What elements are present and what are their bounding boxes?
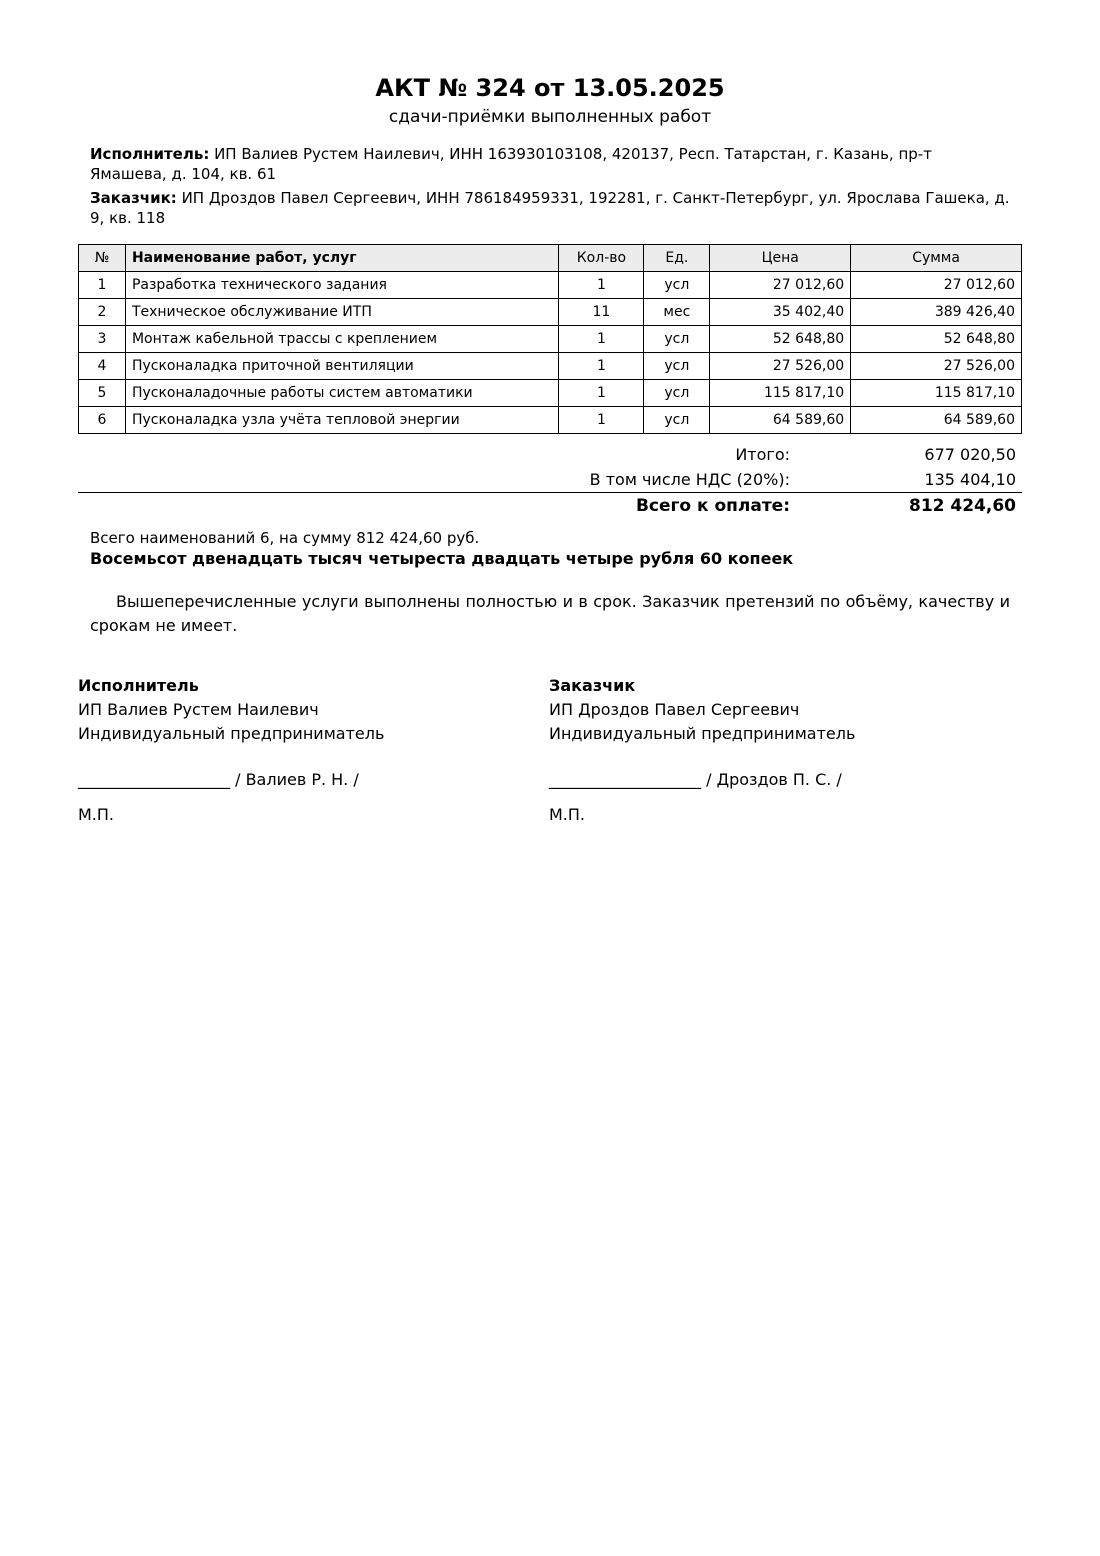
customer-sign-line: ___________________ / Дроздов П. С. /: [549, 770, 842, 789]
cell-name: Техническое обслуживание ИТП: [125, 299, 558, 326]
cell-number: 6: [79, 407, 126, 434]
cell-unit: усл: [644, 380, 710, 407]
cell-sum: 52 648,80: [851, 326, 1022, 353]
col-header-unit: Ед.: [644, 245, 710, 272]
signatures-block: [78, 674, 1022, 827]
customer-sign-role: Индивидуальный предприниматель: [549, 724, 856, 743]
customer-details: [90, 188, 1010, 228]
table-header-row: [79, 245, 1022, 272]
table-row: [79, 353, 1022, 380]
grand-total-row: [78, 492, 1022, 519]
customer-sign-name: ИП Дроздов Павел Сергеевич: [549, 700, 800, 719]
subtotal-label: Итого:: [735, 445, 790, 464]
cell-qty: 1: [559, 353, 644, 380]
items-count-line: Всего наименований 6, на сумму 812 424,60 руб.: [90, 529, 480, 547]
cell-name: Пусконаладка узла учёта тепловой энергии: [125, 407, 558, 434]
executor-sign-role: Индивидуальный предприниматель: [78, 724, 385, 743]
col-header-price: Цена: [710, 245, 851, 272]
col-header-sum: Сумма: [851, 245, 1022, 272]
totals-block: [78, 442, 1022, 519]
parties-block: [90, 144, 1010, 228]
vat-label: В том числе НДС (20%):: [589, 470, 790, 489]
grand-total-label: Всего к оплате:: [635, 496, 790, 516]
executor-details: [90, 144, 1010, 184]
customer-stamp-place: М.П.: [549, 805, 586, 824]
executor-stamp-place: М.П.: [78, 805, 115, 824]
cell-sum: 27 526,00: [851, 353, 1022, 380]
table-row: [79, 326, 1022, 353]
cell-price: 52 648,80: [710, 326, 851, 353]
col-header-qty: Кол-во: [559, 245, 644, 272]
cell-qty: 1: [559, 272, 644, 299]
executor-sign-name: ИП Валиев Рустем Наилевич: [78, 700, 319, 719]
cell-unit: мес: [644, 299, 710, 326]
cell-price: 64 589,60: [710, 407, 851, 434]
cell-price: 27 526,00: [710, 353, 851, 380]
cell-number: 2: [79, 299, 126, 326]
table-row: [79, 299, 1022, 326]
cell-price: 27 012,60: [710, 272, 851, 299]
executor-text: ИП Валиев Рустем Наилевич, ИНН 163930103108, 420137, Респ. Татарстан, г. Казань, пр-т Ямашева, д. 104, кв. 61: [90, 145, 932, 183]
table-row: [79, 380, 1022, 407]
executor-sign-head: Исполнитель: [78, 676, 199, 695]
cell-unit: усл: [644, 353, 710, 380]
amount-in-words: Восемьсот двенадцать тысяч четыреста двадцать четыре рубля 60 копеек: [90, 549, 794, 568]
cell-name: Пусконаладочные работы систем автоматики: [125, 380, 558, 407]
customer-label: Заказчик:: [90, 189, 177, 207]
grand-total-value: 812 424,60: [908, 496, 1016, 516]
document-subtitle: сдачи-приёмки выполненных работ: [388, 107, 712, 127]
cell-qty: 1: [559, 326, 644, 353]
cell-number: 3: [79, 326, 126, 353]
customer-sign-head: Заказчик: [549, 676, 636, 695]
col-header-number: №: [79, 245, 126, 272]
cell-name: Разработка технического задания: [125, 272, 558, 299]
executor-sign-line: ___________________ / Валиев Р. Н. /: [78, 770, 359, 789]
acceptance-note: Вышеперечисленные услуги выполнены полностью и в срок. Заказчик претензий по объёму, качеству и срокам не имеет.: [90, 592, 1010, 635]
table-row: [79, 407, 1022, 434]
cell-sum: 64 589,60: [851, 407, 1022, 434]
cell-unit: усл: [644, 272, 710, 299]
table-row: [79, 272, 1022, 299]
document-page: [78, 70, 1022, 827]
col-header-name: Наименование работ, услуг: [125, 245, 558, 272]
cell-qty: 1: [559, 380, 644, 407]
executor-signature: [78, 674, 549, 827]
vat-row: [78, 467, 1022, 492]
subtotal-value: 677 020,50: [924, 445, 1016, 464]
cell-sum: 389 426,40: [851, 299, 1022, 326]
customer-text: ИП Дроздов Павел Сергеевич, ИНН 786184959331, 192281, г. Санкт-Петербург, ул. Ярослава Гашека, д. 9, кв. 118: [90, 189, 1010, 227]
vat-value: 135 404,10: [924, 470, 1016, 489]
cell-price: 115 817,10: [710, 380, 851, 407]
document-title: АКТ № 324 от 13.05.2025: [375, 74, 725, 102]
executor-label: Исполнитель:: [90, 145, 210, 163]
items-table: [78, 244, 1022, 434]
cell-unit: усл: [644, 407, 710, 434]
cell-number: 1: [79, 272, 126, 299]
cell-qty: 11: [559, 299, 644, 326]
cell-sum: 115 817,10: [851, 380, 1022, 407]
cell-name: Пусконаладка приточной вентиляции: [125, 353, 558, 380]
cell-number: 4: [79, 353, 126, 380]
cell-number: 5: [79, 380, 126, 407]
cell-unit: усл: [644, 326, 710, 353]
customer-signature: [549, 674, 1020, 827]
cell-price: 35 402,40: [710, 299, 851, 326]
cell-sum: 27 012,60: [851, 272, 1022, 299]
cell-qty: 1: [559, 407, 644, 434]
subtotal-row: [78, 442, 1022, 467]
summary-block: [90, 529, 1010, 570]
cell-name: Монтаж кабельной трассы с креплением: [125, 326, 558, 353]
